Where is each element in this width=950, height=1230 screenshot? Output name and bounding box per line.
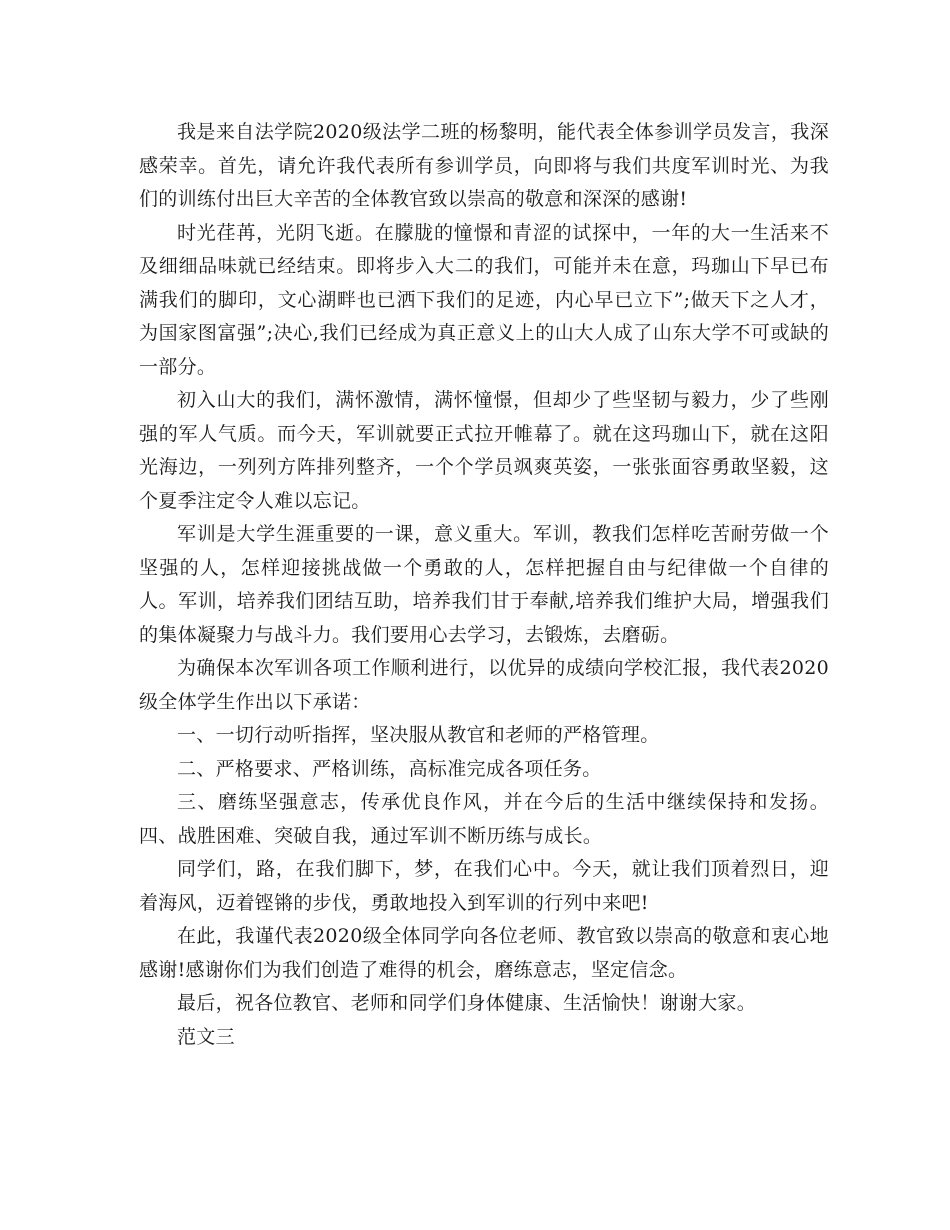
paragraph-commitment-two: 二、严格要求、严格训练，高标准完成各项任务。 (177, 757, 602, 780)
paragraph-commitment-one: 一、一切行动听指挥，坚决服从教官和老师的严格管理。 (177, 724, 660, 746)
paragraph-commitment-three-four: 三、磨练坚强意志，传承优良作风，并在今后的生活中继续保持和发扬。 四、战胜困难、突破自我，通过军训不断历练与成长。 (139, 791, 829, 847)
paragraph-intro: 我是来自法学院2020级法学二班的杨黎明，能代表全体参训学员发言，我深感荣幸。首先，请允许我代表所有参训学员，向即将与我们共度军训时光、为我们的训练付出巨大辛苦的全体教官致以崇高的敬意和深深的感谢! (139, 121, 829, 210)
paragraph-classmates: 同学们，路，在我们脚下，梦，在我们心中。今天，就让我们顶着烈日，迎着海风，迈着铿锵的步伐，勇敢地投入到军训的行列中来吧! (139, 858, 829, 914)
document-body (139, 116, 829, 1054)
paragraph-gratitude: 在此，我谨代表2020级全体同学向各位老师、教官致以崇高的敬意和衷心地感谢!感谢你们为我们创造了难得的机会，磨练意志，坚定信念。 (139, 925, 829, 981)
paragraph-closing: 最后，祝各位教官、老师和同学们身体健康、生活愉快！谢谢大家。 (177, 992, 757, 1014)
paragraph-commitment-intro: 为确保本次军训各项工作顺利进行，以优异的成绩向学校汇报，我代表2020级全体学生作出以下承诺： (139, 657, 829, 713)
paragraph-military-training: 军训是大学生涯重要的一课，意义重大。军训，教我们怎样吃苦耐劳做一个坚强的人，怎样迎接挑战做一个勇敢的人，怎样把握自由与纪律做一个自律的人。军训，培养我们团结互助，培养我们甘于奉献,培养我们维护大局，增强我们的集体凝聚力与战斗力。我们要用心去学习，去锻炼，去磨砺。 (139, 523, 829, 646)
section-heading-sample-three: 范文三 (177, 1025, 235, 1048)
paragraph-time-flies: 时光荏苒，光阴飞逝。在朦胧的憧憬和青涩的试探中，一年的大一生活来不及细细品味就已经结束。即将步入大二的我们，可能并未在意，玛珈山下早已布满我们的脚印，文心湖畔也已洒下我们的足迹，内心早已立下”;做天下之人才，为国家图富强”;决心,我们已经成为真正意义上的山大人成了山东大学不可或缺的一部分。 (139, 221, 829, 378)
paragraph-first-entry: 初入山大的我们，满怀激情，满怀憧憬，但却少了些坚韧与毅力，少了些刚强的军人气质。而今天，军训就要正式拉开帷幕了。就在这玛珈山下，就在这阳光海边，一列列方阵排列整齐，一个个学员飒爽英姿，一张张面容勇敢坚毅，这个夏季注定令人难以忘记。 (139, 389, 829, 512)
